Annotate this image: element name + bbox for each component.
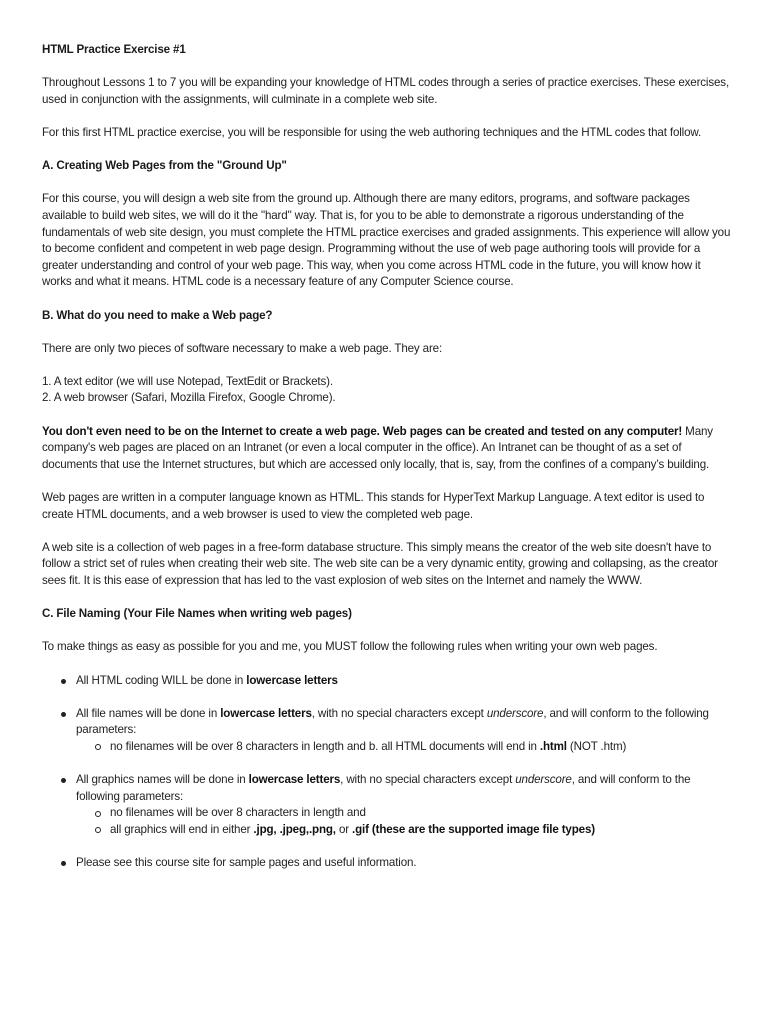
section-c-heading-prefix: C. File Naming bbox=[42, 607, 121, 621]
rule-file-names bbox=[76, 706, 732, 756]
rule-italic: underscore bbox=[486, 706, 544, 720]
intro-paragraph-2: For this first HTML practice exercise, you will be responsible for using the web authoring techniques and the HTML codes that follow. bbox=[42, 125, 702, 139]
html-definition-paragraph: Web pages are written in a computer language known as HTML. This stands for HyperText Markup Language. A text editor is used to create HTML documents, and a web browser is used to view the completed web page. bbox=[42, 491, 705, 521]
rule-html-lowercase bbox=[76, 673, 732, 690]
rule-emphasis: lowercase letters bbox=[246, 673, 338, 687]
parameter-text: no filenames will be over 8 characters in length and b. all HTML documents will end in bbox=[110, 739, 540, 753]
software-item-text-editor: 1. A text editor (we will use Notepad, TextEdit or Brackets). bbox=[42, 374, 333, 388]
document-page bbox=[42, 42, 732, 888]
parameter-length: no filenames will be over 8 characters in length and bbox=[110, 805, 732, 822]
parameter-html-extension bbox=[110, 739, 732, 756]
section-c-lead: To make things as easy as possible for you and me, you MUST follow the following rules when writing your own web pages. bbox=[42, 640, 658, 654]
rule-emphasis: lowercase letters bbox=[220, 706, 312, 720]
graphics-parameters bbox=[76, 805, 732, 838]
file-name-parameters bbox=[76, 739, 732, 756]
rule-text: , with no special characters except bbox=[311, 706, 487, 720]
software-item-web-browser: 2. A web browser (Safari, Mozilla Firefox, Google Chrome). bbox=[42, 391, 336, 405]
rule-text: , and will conform to the following parameters: bbox=[76, 706, 709, 737]
website-definition-paragraph: A web site is a collection of web pages in a free-form database structure. This simply means the creator of the web site doesn't have to follow a strict set of rules when creating their web site. The web site can be a very dynamic entity, growing and collapsing, as the creator sees fit. It is this ease of expression that has led to the vast explosion of web sites on the Internet and namely the WWW. bbox=[42, 540, 718, 587]
section-a-heading: A. Creating Web Pages from the "Ground Up" bbox=[42, 159, 287, 173]
rule-italic: underscore bbox=[515, 773, 572, 787]
parameter-emphasis: .html bbox=[539, 739, 567, 753]
rule-emphasis: lowercase letters bbox=[248, 773, 341, 787]
parameter-text: all graphics will end in either bbox=[110, 822, 254, 836]
internet-emphasis: You don't even need to be on the Internet to create a web page. Web pages can be created and tested on any computer! bbox=[42, 424, 683, 438]
parameter-emphasis: .gif (these are the supported image file types) bbox=[352, 822, 595, 836]
section-b-lead: There are only two pieces of software necessary to make a web page. They are: bbox=[42, 341, 443, 355]
document-title: HTML Practice Exercise #1 bbox=[42, 43, 186, 56]
intro-paragraph-1: Throughout Lessons 1 to 7 you will be expanding your knowledge of HTML codes through a series of practice exercises. These exercises, used in conjunction with the assignments, will culminate in a complete web site. bbox=[42, 76, 730, 106]
rule-text: All file names will be done in bbox=[76, 706, 221, 720]
parameter-text: (NOT .htm) bbox=[566, 739, 627, 753]
section-a-body: For this course, you will design a web site from the ground up. Although there are many editors, programs, and software packages available to build web sites, we will do it the "hard" way. That is, for you to be able to demonstrate a rigorous understanding of the fundamentals of web site design, you must complete the HTML practice exercises and graded assignments. This experience will allow you to become confident and competent in web page design. Programming without the use of web page authoring tools will provide for a greater understanding and control of your web page. This way, when you come across HTML code in the future, you will know how it works and what it means. HTML code is a necessary feature of any Computer Science course. bbox=[42, 192, 731, 289]
rule-text: , with no special characters except bbox=[340, 773, 516, 787]
rule-course-site: Please see this course site for sample pages and useful information. bbox=[76, 855, 732, 872]
parameter-text: or bbox=[335, 822, 353, 836]
internet-paragraph-rest: Many company's web pages are placed on an Intranet (or even a local computer in the office). An Intranet can be thought of as a set of documents that use the Internet structures, but which are accessed only locally, that is, say, from the confines of a company’s building. bbox=[42, 424, 713, 471]
rule-text: All HTML coding WILL be done in bbox=[76, 673, 247, 687]
internet-paragraph bbox=[42, 424, 732, 474]
file-naming-rules bbox=[42, 673, 732, 872]
parameter-emphasis: .jpg, .jpeg,.png, bbox=[253, 822, 336, 836]
section-c-heading-suffix: (Your File Names when writing web pages) bbox=[120, 607, 352, 621]
rule-text: , and will conform to the following parameters: bbox=[76, 773, 691, 803]
section-c-heading bbox=[42, 606, 732, 623]
section-b-heading: B. What do you need to make a Web page? bbox=[42, 308, 273, 322]
rule-graphics-names bbox=[76, 772, 732, 838]
rule-text: All graphics names will be done in bbox=[76, 773, 249, 787]
parameter-image-extensions bbox=[110, 822, 732, 839]
software-list bbox=[42, 374, 732, 407]
